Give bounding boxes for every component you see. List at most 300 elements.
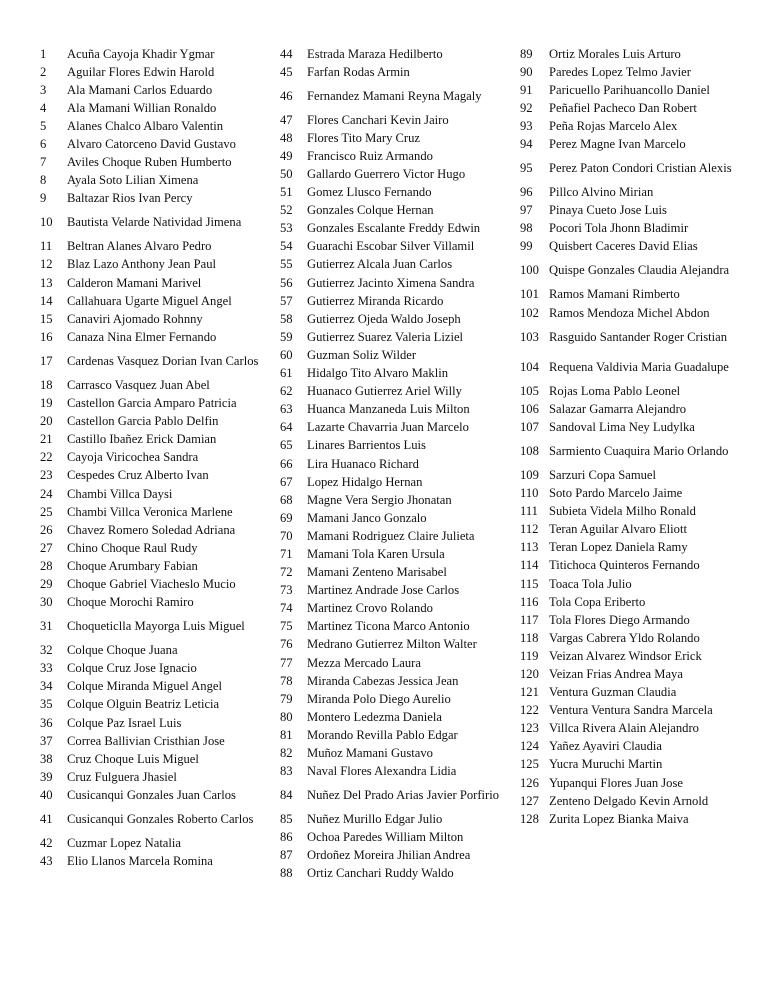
- list-item: [280, 847, 512, 865]
- list-item: [280, 292, 512, 310]
- list-item: [520, 702, 760, 720]
- person-name: Ochoa Paredes William Milton: [307, 830, 464, 845]
- person-name: Lira Huanaco Richard: [307, 456, 419, 471]
- item-number: 79: [280, 691, 293, 706]
- person-name: Cayoja Viricochea Sandra: [67, 450, 199, 465]
- item-number: 126: [520, 775, 539, 790]
- person-name: Pocori Tola Jhonn Bladimir: [549, 221, 689, 236]
- person-name: Medrano Gutierrez Milton Walter: [307, 637, 477, 652]
- list-item: [40, 449, 270, 467]
- item-number: 52: [280, 203, 293, 218]
- list-item: [520, 81, 760, 99]
- person-name: Titichoca Quinteros Fernando: [549, 558, 700, 573]
- person-name: Alvaro Catorceno David Gustavo: [67, 137, 236, 152]
- list-item: [280, 726, 512, 744]
- item-number: 95: [520, 161, 533, 176]
- item-number: 60: [280, 347, 293, 362]
- list-item: [40, 328, 270, 346]
- list-item: [40, 503, 270, 521]
- list-item: [40, 732, 270, 750]
- list-item: [40, 521, 270, 539]
- list-item: [40, 804, 270, 834]
- person-name: Paricuello Parihuancollo Daniel: [549, 82, 710, 97]
- person-name: Ordoñez Moreira Jhilian Andrea: [307, 848, 471, 863]
- person-name: Yucra Muruchi Martin: [549, 757, 663, 772]
- person-name: Choque Gabriel Viacheslo Mucio: [67, 576, 236, 591]
- list-item: [40, 431, 270, 449]
- item-number: 10: [40, 215, 53, 230]
- item-number: 96: [520, 185, 533, 200]
- list-item: [40, 135, 270, 153]
- item-number: 88: [280, 866, 293, 881]
- list-item: [280, 618, 512, 636]
- item-number: 77: [280, 655, 293, 670]
- list-item: [520, 629, 760, 647]
- person-name: Chambi Villca Daysi: [67, 486, 173, 501]
- item-number: 84: [280, 788, 293, 803]
- list-item: [280, 545, 512, 563]
- item-number: 17: [40, 353, 53, 368]
- name-list-column-2: [280, 45, 512, 883]
- item-number: 83: [280, 764, 293, 779]
- item-number: 85: [280, 812, 293, 827]
- item-number: 30: [40, 595, 53, 610]
- list-item: [520, 436, 760, 466]
- person-name: Flores Canchari Kevin Jairo: [307, 112, 449, 127]
- list-item: [280, 781, 512, 811]
- item-number: 108: [520, 443, 539, 458]
- list-item: [40, 63, 270, 81]
- person-name: Hidalgo Tito Alvaro Maklin: [307, 366, 448, 381]
- person-name: Yañez Ayaviri Claudia: [549, 739, 662, 754]
- list-item: [520, 720, 760, 738]
- item-number: 110: [520, 486, 539, 501]
- person-name: Toaca Tola Julio: [549, 576, 632, 591]
- person-name: Gutierrez Ojeda Waldo Joseph: [307, 311, 461, 326]
- person-name: Flores Tito Mary Cruz: [307, 130, 421, 145]
- list-item: [40, 575, 270, 593]
- item-number: 13: [40, 275, 53, 290]
- item-number: 71: [280, 546, 293, 561]
- list-item: [280, 654, 512, 672]
- person-name: Calderon Mamani Marivel: [67, 275, 202, 290]
- person-name: Cardenas Vasquez Dorian Ivan Carlos: [67, 353, 259, 368]
- item-number: 104: [520, 359, 539, 374]
- person-name: Miranda Cabezas Jessica Jean: [307, 673, 459, 688]
- item-number: 105: [520, 383, 539, 398]
- person-name: Villca Rivera Alain Alejandro: [549, 721, 699, 736]
- list-item: [280, 81, 512, 111]
- item-number: 6: [40, 137, 47, 152]
- item-number: 25: [40, 504, 53, 519]
- list-item: [520, 503, 760, 521]
- name-list-column-3: [520, 45, 760, 828]
- person-name: Rasguido Santander Roger Cristian: [549, 329, 728, 344]
- person-name: Colque Miranda Miguel Angel: [67, 679, 222, 694]
- item-number: 3: [40, 82, 47, 97]
- person-name: Chino Choque Raul Rudy: [67, 540, 198, 555]
- list-item: [40, 539, 270, 557]
- person-name: Rojas Loma Pablo Leonel: [549, 383, 681, 398]
- item-number: 59: [280, 329, 293, 344]
- item-number: 99: [520, 239, 533, 254]
- person-name: Blaz Lazo Anthony Jean Paul: [67, 257, 216, 272]
- list-item: [40, 117, 270, 135]
- person-name: Pinaya Cueto Jose Luis: [549, 203, 667, 218]
- item-number: 80: [280, 709, 293, 724]
- list-item: [520, 792, 760, 810]
- list-item: [40, 310, 270, 328]
- item-number: 102: [520, 305, 539, 320]
- list-item: [520, 45, 760, 63]
- person-name: Pillco Alvino Mirian: [549, 185, 654, 200]
- list-item: [520, 382, 760, 400]
- person-name: Acuña Cayoja Khadir Ygmar: [67, 46, 215, 61]
- list-item: [280, 202, 512, 220]
- person-name: Guarachi Escobar Silver Villamil: [307, 239, 475, 254]
- list-item: [520, 63, 760, 81]
- list-item: [280, 491, 512, 509]
- list-item: [40, 346, 270, 376]
- list-item: [40, 696, 270, 714]
- person-name: Yupanqui Flores Juan Jose: [549, 775, 683, 790]
- item-number: 55: [280, 257, 293, 272]
- list-item: [40, 395, 270, 413]
- person-name: Mamani Zenteno Marisabel: [307, 565, 447, 580]
- item-number: 69: [280, 510, 293, 525]
- list-item: [520, 575, 760, 593]
- list-item: [40, 413, 270, 431]
- list-item: [520, 756, 760, 774]
- person-name: Sarmiento Cuaquira Mario Orlando: [549, 443, 729, 458]
- item-number: 5: [40, 118, 47, 133]
- person-name: Gallardo Guerrero Victor Hugo: [307, 167, 466, 182]
- item-number: 57: [280, 293, 293, 308]
- item-number: 112: [520, 522, 539, 537]
- item-number: 43: [40, 854, 53, 869]
- list-item: [280, 672, 512, 690]
- item-number: 27: [40, 540, 53, 555]
- item-number: 35: [40, 697, 53, 712]
- item-number: 45: [280, 64, 293, 79]
- list-item: [40, 376, 270, 394]
- item-number: 4: [40, 100, 47, 115]
- person-name: Martinez Ticona Marco Antonio: [307, 619, 470, 634]
- list-item: [520, 485, 760, 503]
- person-name: Lopez Hidalgo Hernan: [307, 474, 423, 489]
- list-item: [280, 63, 512, 81]
- person-name: Ortiz Morales Luis Arturo: [549, 46, 681, 61]
- person-name: Gutierrez Alcala Juan Carlos: [307, 257, 453, 272]
- item-number: 109: [520, 467, 539, 482]
- person-name: Ventura Ventura Sandra Marcela: [549, 703, 713, 718]
- item-number: 21: [40, 432, 53, 447]
- item-number: 37: [40, 733, 53, 748]
- list-item: [520, 322, 760, 352]
- item-number: 98: [520, 221, 533, 236]
- person-name: Cusicanqui Gonzales Roberto Carlos: [67, 811, 254, 826]
- list-item: [40, 256, 270, 274]
- item-number: 20: [40, 414, 53, 429]
- item-number: 8: [40, 173, 47, 188]
- item-number: 73: [280, 583, 293, 598]
- list-item: [280, 865, 512, 883]
- list-item: [40, 467, 270, 485]
- list-item: [520, 539, 760, 557]
- person-name: Aviles Choque Ruben Humberto: [67, 155, 232, 170]
- list-item: [40, 557, 270, 575]
- list-item: [40, 612, 270, 642]
- list-item: [40, 99, 270, 117]
- list-item: [520, 286, 760, 304]
- list-item: [280, 636, 512, 654]
- item-number: 65: [280, 438, 293, 453]
- list-item: [520, 400, 760, 418]
- item-number: 94: [520, 137, 533, 152]
- item-number: 24: [40, 486, 53, 501]
- item-number: 75: [280, 619, 293, 634]
- person-name: Castillo Ibañez Erick Damian: [67, 432, 217, 447]
- item-number: 64: [280, 420, 293, 435]
- item-number: 54: [280, 239, 293, 254]
- item-number: 91: [520, 82, 533, 97]
- person-name: Cusicanqui Gonzales Juan Carlos: [67, 787, 236, 802]
- list-item: [520, 684, 760, 702]
- list-item: [40, 292, 270, 310]
- list-item: [40, 660, 270, 678]
- person-name: Teran Aguilar Alvaro Eliott: [549, 522, 687, 537]
- item-number: 101: [520, 287, 539, 302]
- item-number: 9: [40, 191, 47, 206]
- item-number: 74: [280, 601, 293, 616]
- list-item: [280, 220, 512, 238]
- person-name: Colque Choque Juana: [67, 643, 178, 658]
- person-name: Callahuara Ugarte Miguel Angel: [67, 293, 232, 308]
- list-item: [520, 738, 760, 756]
- person-name: Colque Paz Israel Luis: [67, 715, 182, 730]
- item-number: 63: [280, 402, 293, 417]
- item-number: 125: [520, 757, 539, 772]
- person-name: Aguilar Flores Edwin Harold: [67, 64, 215, 79]
- list-item: [280, 437, 512, 455]
- list-item: [40, 45, 270, 63]
- item-number: 19: [40, 396, 53, 411]
- person-name: Miranda Polo Diego Aurelio: [307, 691, 451, 706]
- person-name: Gutierrez Suarez Valeria Liziel: [307, 329, 464, 344]
- item-number: 92: [520, 100, 533, 115]
- list-item: [280, 310, 512, 328]
- list-item: [40, 154, 270, 172]
- person-name: Farfan Rodas Armin: [307, 64, 410, 79]
- list-item: [280, 328, 512, 346]
- list-item: [280, 401, 512, 419]
- person-name: Colque Olguin Beatriz Leticia: [67, 697, 220, 712]
- list-item: [280, 256, 512, 274]
- person-name: Huanca Manzaneda Luis Milton: [307, 402, 470, 417]
- person-name: Colque Cruz Jose Ignacio: [67, 661, 197, 676]
- list-item: [280, 829, 512, 847]
- item-number: 48: [280, 130, 293, 145]
- person-name: Carrasco Vasquez Juan Abel: [67, 377, 210, 392]
- person-name: Ramos Mamani Rimberto: [549, 287, 680, 302]
- list-item: [40, 750, 270, 768]
- item-number: 119: [520, 648, 539, 663]
- person-name: Tola Copa Eriberto: [549, 594, 646, 609]
- person-name: Castellon Garcia Amparo Patricia: [67, 396, 237, 411]
- list-item: [280, 690, 512, 708]
- item-number: 117: [520, 612, 539, 627]
- list-item: [280, 45, 512, 63]
- item-number: 70: [280, 528, 293, 543]
- person-name: Ventura Guzman Claudia: [549, 685, 677, 700]
- item-number: 49: [280, 148, 293, 163]
- list-item: [280, 365, 512, 383]
- item-number: 115: [520, 576, 539, 591]
- list-item: [520, 256, 760, 286]
- person-name: Linares Barrientos Luis: [307, 438, 426, 453]
- list-item: [520, 647, 760, 665]
- person-name: Nuñez Del Prado Arias Javier Porfirio: [307, 788, 500, 803]
- list-item: [40, 172, 270, 190]
- person-name: Choqueticlla Mayorga Luis Miguel: [67, 619, 245, 634]
- person-name: Mamani Janco Gonzalo: [307, 510, 427, 525]
- item-number: 66: [280, 456, 293, 471]
- list-item: [280, 582, 512, 600]
- item-number: 15: [40, 311, 53, 326]
- person-name: Montero Ledezma Daniela: [307, 709, 442, 724]
- item-number: 23: [40, 468, 53, 483]
- person-name: Morando Revilla Pablo Edgar: [307, 727, 458, 742]
- person-name: Subieta Videla Milho Ronald: [549, 504, 696, 519]
- item-number: 118: [520, 630, 539, 645]
- item-number: 97: [520, 203, 533, 218]
- person-name: Huanaco Gutierrez Ariel Willy: [307, 384, 462, 399]
- person-name: Martinez Andrade Jose Carlos: [307, 583, 460, 598]
- person-name: Paredes Lopez Telmo Javier: [549, 64, 691, 79]
- list-item: [280, 419, 512, 437]
- person-name: Correa Ballivian Cristhian Jose: [67, 733, 225, 748]
- item-number: 50: [280, 167, 293, 182]
- list-item: [280, 129, 512, 147]
- item-number: 33: [40, 661, 53, 676]
- person-name: Estrada Maraza Hedilberto: [307, 46, 443, 61]
- list-item: [520, 238, 760, 256]
- list-item: [40, 485, 270, 503]
- person-name: Cruz Choque Luis Miguel: [67, 751, 199, 766]
- item-number: 114: [520, 558, 539, 573]
- person-name: Ortiz Canchari Ruddy Waldo: [307, 866, 454, 881]
- item-number: 44: [280, 46, 293, 61]
- person-name: Choque Morochi Ramiro: [67, 595, 194, 610]
- item-number: 90: [520, 64, 533, 79]
- list-item: [280, 165, 512, 183]
- item-number: 32: [40, 643, 53, 658]
- list-item: [280, 527, 512, 545]
- person-name: Gomez Llusco Fernando: [307, 185, 432, 200]
- person-name: Peñafiel Pacheco Dan Robert: [549, 100, 697, 115]
- list-item: [280, 111, 512, 129]
- person-name: Baltazar Rios Ivan Percy: [67, 191, 193, 206]
- item-number: 41: [40, 811, 53, 826]
- item-number: 38: [40, 751, 53, 766]
- list-item: [520, 135, 760, 153]
- person-name: Perez Magne Ivan Marcelo: [549, 137, 686, 152]
- item-number: 31: [40, 619, 53, 634]
- list-item: [520, 557, 760, 575]
- item-number: 121: [520, 685, 539, 700]
- list-item: [280, 811, 512, 829]
- list-item: [280, 455, 512, 473]
- list-item: [520, 154, 760, 184]
- person-name: Cruz Fulguera Jhasiel: [67, 769, 177, 784]
- person-name: Vargas Cabrera Yldo Rolando: [549, 630, 700, 645]
- person-name: Elio Llanos Marcela Romina: [67, 854, 213, 869]
- person-name: Tola Flores Diego Armando: [549, 612, 690, 627]
- list-item: [520, 304, 760, 322]
- person-name: Ramos Mendoza Michel Abdon: [549, 305, 710, 320]
- person-name: Ala Mamani Willian Ronaldo: [67, 100, 217, 115]
- item-number: 122: [520, 703, 539, 718]
- list-item: [280, 744, 512, 762]
- item-number: 120: [520, 666, 539, 681]
- person-name: Bautista Velarde Natividad Jimena: [67, 215, 242, 230]
- person-name: Fernandez Mamani Reyna Magaly: [307, 88, 482, 103]
- list-item: [40, 274, 270, 292]
- item-number: 123: [520, 721, 539, 736]
- item-number: 47: [280, 112, 293, 127]
- item-number: 46: [280, 88, 293, 103]
- person-name: Nuñez Murillo Edgar Julio: [307, 812, 443, 827]
- list-item: [40, 190, 270, 208]
- person-name: Gonzales Escalante Freddy Edwin: [307, 221, 481, 236]
- item-number: 72: [280, 565, 293, 580]
- person-name: Ayala Soto Lilian Ximena: [67, 173, 199, 188]
- person-name: Castellon Garcia Pablo Delfin: [67, 414, 219, 429]
- person-name: Francisco Ruiz Armando: [307, 148, 433, 163]
- person-name: Gutierrez Miranda Ricardo: [307, 293, 444, 308]
- item-number: 42: [40, 836, 53, 851]
- item-number: 58: [280, 311, 293, 326]
- item-number: 39: [40, 769, 53, 784]
- list-item: [520, 99, 760, 117]
- person-name: Mamani Tola Karen Ursula: [307, 546, 445, 561]
- list-item: [520, 466, 760, 484]
- item-number: 113: [520, 540, 539, 555]
- list-item: [280, 274, 512, 292]
- person-name: Veizan Frias Andrea Maya: [549, 666, 683, 681]
- item-number: 53: [280, 221, 293, 236]
- item-number: 22: [40, 450, 53, 465]
- person-name: Cespedes Cruz Alberto Ivan: [67, 468, 209, 483]
- list-item: [280, 238, 512, 256]
- list-item: [40, 208, 270, 238]
- list-item: [280, 564, 512, 582]
- person-name: Perez Paton Condori Cristian Alexis: [549, 161, 732, 176]
- person-name: Gutierrez Jacinto Ximena Sandra: [307, 275, 475, 290]
- item-number: 7: [40, 155, 47, 170]
- item-number: 128: [520, 811, 539, 826]
- item-number: 124: [520, 739, 539, 754]
- item-number: 11: [40, 239, 53, 254]
- list-item: [520, 220, 760, 238]
- item-number: 127: [520, 793, 539, 808]
- item-number: 107: [520, 419, 539, 434]
- item-number: 82: [280, 746, 293, 761]
- item-number: 14: [40, 293, 53, 308]
- item-number: 26: [40, 522, 53, 537]
- item-number: 29: [40, 576, 53, 591]
- list-item: [520, 611, 760, 629]
